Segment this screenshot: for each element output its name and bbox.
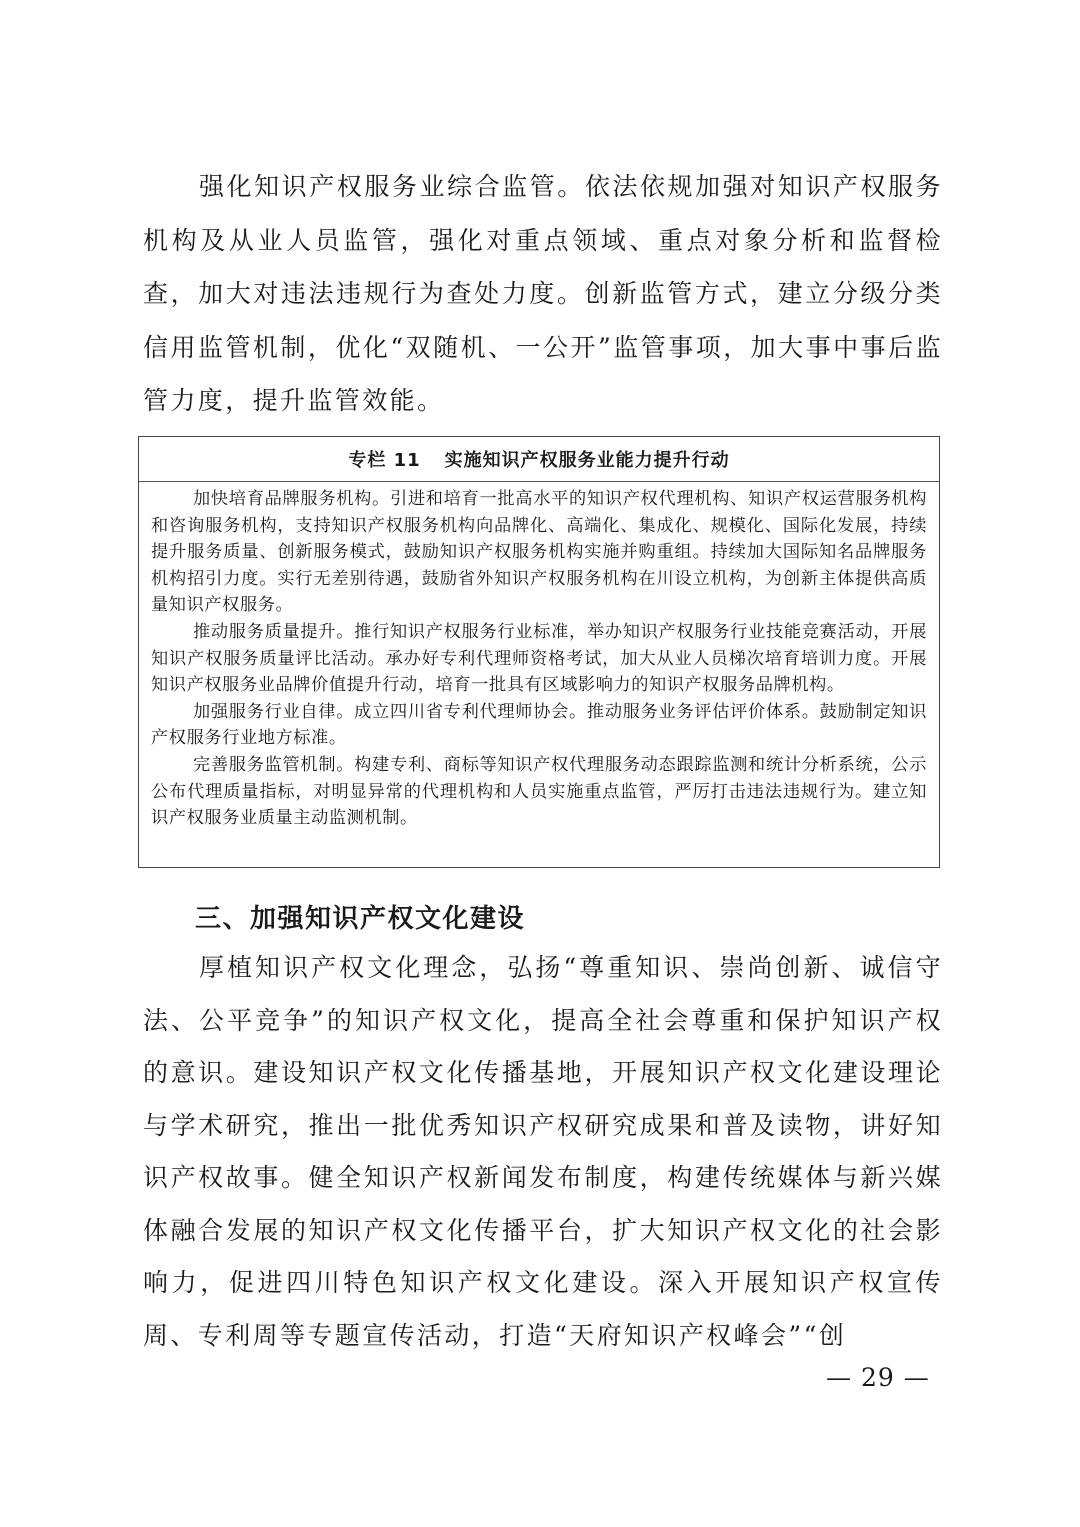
column-item: 推动服务质量提升。推行知识产权服务行业标准，举办知识产权服务行业技能竞赛活动，开展知识产权服务质量评比活动。承办好专利代理师资格考试，加大从业人员梯次培育培训力度。开展知识产权服务业品牌价值提升行动，培育一批具有区域影响力的知识产权服务品牌机构。: [151, 621, 927, 696]
column-box-header: [139, 437, 939, 482]
column-box-label: 专栏 11: [348, 450, 421, 471]
body-paragraph-supervision: 强化知识产权服务业综合监管。依法依规加强对知识产权服务机构及从业人员监管，强化对重点领域、重点对象分析和监督检查，加大对违法违规行为查处力度。创新监管方式，建立分级分类信用监管机制，优化“双随机、一公开”监管事项，加大事中事后监管力度，提升监管效能。: [143, 172, 943, 415]
column-box: [138, 436, 940, 868]
section-heading: 三、加强知识产权文化建设: [195, 904, 526, 934]
column-box-body: [139, 482, 939, 832]
body-paragraph-culture: 厚植知识产权文化理念，弘扬“尊重知识、崇尚创新、诚信守法、公平竞争”的知识产权文化，提高全社会尊重和保护知识产权的意识。建设知识产权文化传播基地，开展知识产权文化建设理论与学术研究，推出一批优秀知识产权研究成果和普及读物，讲好知识产权故事。健全知识产权新闻发布制度，构建传统媒体与新兴媒体融合发展的知识产权文化传播平台，扩大知识产权文化的社会影响力，促进四川特色知识产权文化建设。深入开展知识产权宣传周、专利周等专题宣传活动，打造“天府知识产权峰会”“创: [143, 953, 943, 1350]
column-item: 加强服务行业自律。成立四川省专利代理师协会。推动服务业务评估评价体系。鼓励制定知识产权服务行业地方标准。: [151, 701, 927, 749]
column-box-title: 实施知识产权服务业能力提升行动: [444, 450, 730, 471]
column-item: 加快培育品牌服务机构。引进和培育一批高水平的知识产权代理机构、知识产权运营服务机构和咨询服务机构，支持知识产权服务机构向品牌化、高端化、集成化、规模化、国际化发展，持续提升服务质量、创新服务模式，鼓励知识产权服务机构实施并购重组。持续加大国际知名品牌服务机构招引力度。实行无差别待遇，鼓励省外知识产权服务机构在川设立机构，为创新主体提供高质量知识产权服务。: [151, 489, 927, 616]
column-item: 完善服务监管机制。构建专利、商标等知识产权代理服务动态跟踪监测和统计分析系统，公示公布代理质量指标，对明显异常的代理机构和人员实施重点监管，严厉打击违法违规行为。建立知识产权服务业质量主动监测机制。: [151, 754, 927, 829]
page-number: — 29 —: [826, 1363, 930, 1392]
